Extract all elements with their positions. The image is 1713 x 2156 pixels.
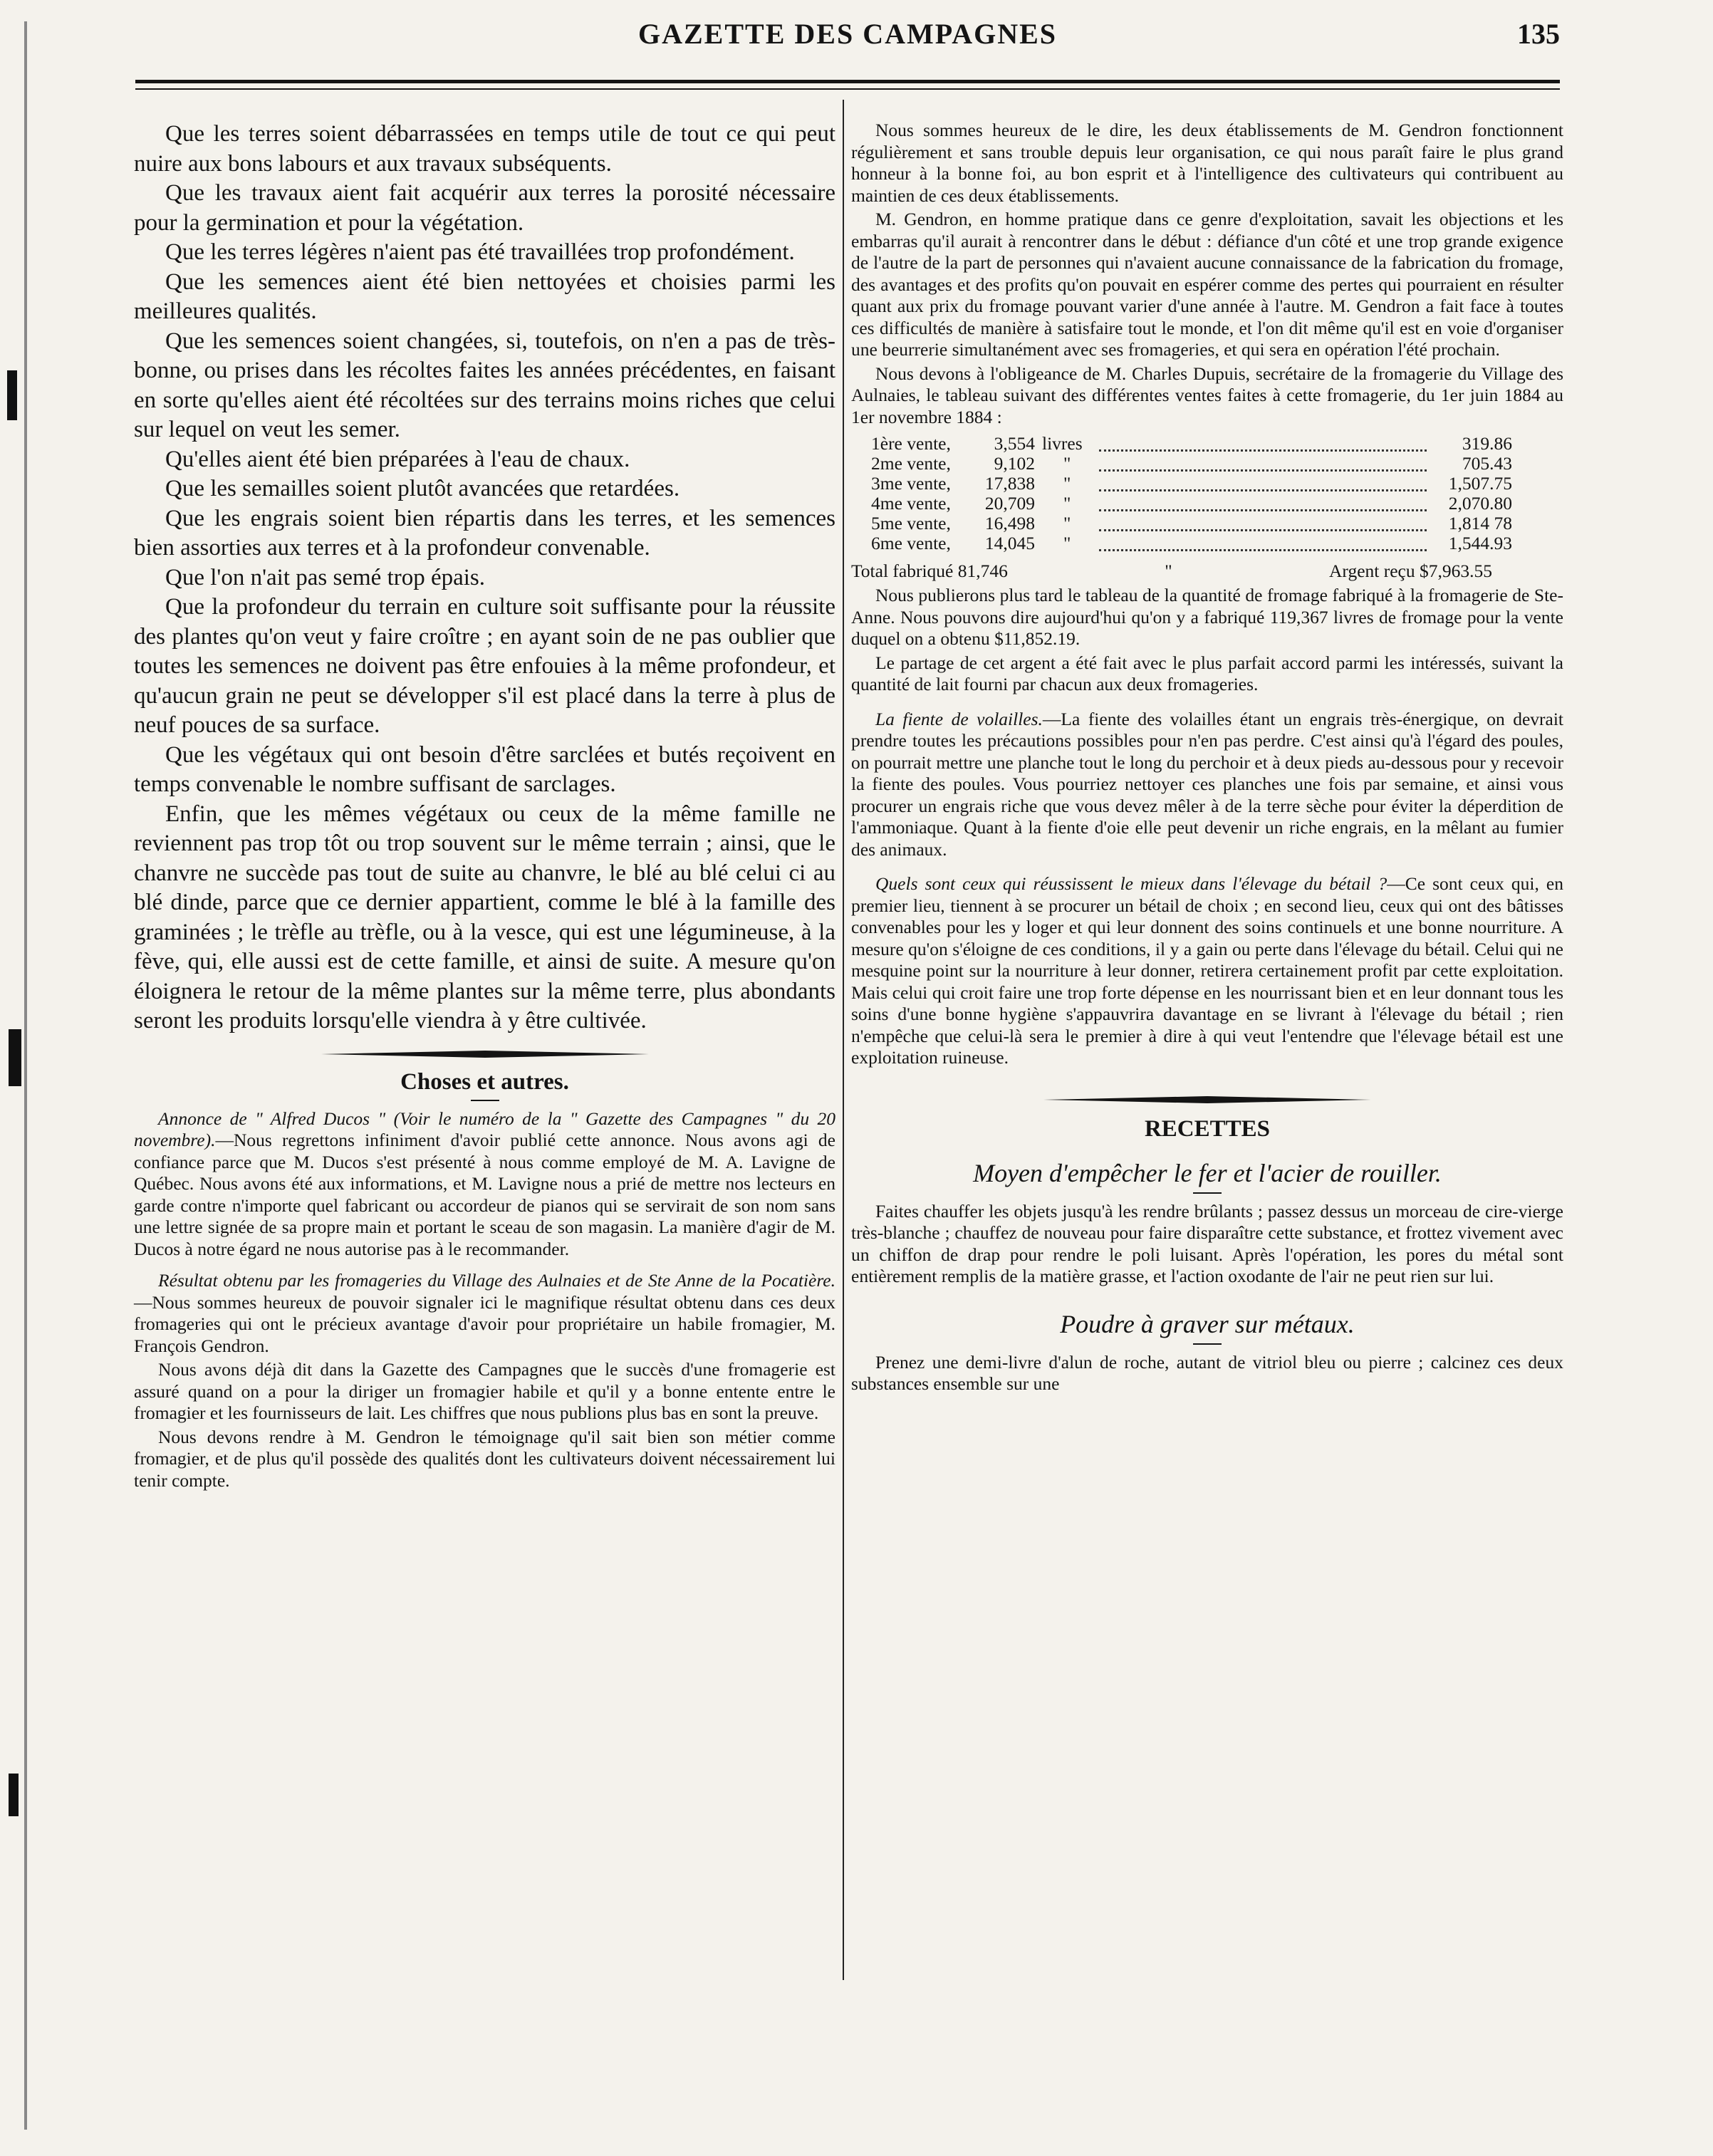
- sale-label: 4me vente,: [871, 493, 951, 514]
- annonce-paragraph: [134, 1108, 835, 1261]
- article-paragraph: Nous sommes heureux de le dire, les deux établissements de M. Gendron fonctionnent régulièrement et sans trouble depuis leur organisation, ce qui nous paraît faire le plus grand honneur à la bonne foi, au bon esprit et à l'intelligence des cultivateurs qui contribuent au maintien de ces deux établissements.: [851, 120, 1563, 206]
- fromagerie-article: [851, 120, 1563, 428]
- choses-et-autres-section: [134, 1108, 835, 1492]
- page-number: 135: [1517, 18, 1560, 50]
- dot-leader: [1099, 454, 1427, 474]
- sale-amount: 705.43: [1462, 453, 1512, 474]
- left-column: [134, 120, 835, 1494]
- annonce-body: —Nous regrettons infiniment d'avoir publié cette annonce. Nous avons agi de confiance parce que M. Ducos s'est présenté à nous comme employé de M. A. Lavigne de Québec. Nous avons été aux informations, et M. Lavigne nous a prié de mettre nos lecteurs en garde contre n'importe quel fabricant ou accordeur de pianos qui se servirait de son nom sans une lettre signée de sa propre main et portant le sceau de son magasin. La manière d'agir de M. Ducos à notre égard ne nous autorise pas à le recommander.: [134, 1130, 835, 1259]
- sales-total: [851, 561, 1492, 582]
- dot-leader: [1099, 533, 1427, 553]
- section-title-recettes: RECETTES: [1144, 1115, 1271, 1142]
- margin-line: [24, 21, 27, 2130]
- betail-paragraph: [851, 873, 1563, 1069]
- recipe-title-rouille: Moyen d'empêcher le fer et l'acier de rouiller.: [973, 1158, 1442, 1187]
- fiente-paragraph: [851, 709, 1563, 861]
- sale-label: 2me vente,: [871, 453, 951, 474]
- article-paragraph: Que les semences aient été bien nettoyées et choisies parmi les meilleures qualités.: [134, 269, 835, 324]
- article-paragraph: Nous devons à l'obligeance de M. Charles Dupuis, secrétaire de la fromagerie du Village des Aulnaies, le tableau suivant des différentes ventes faites à cette fromagerie, du 1er juin 1884 au 1er novembre 1884 :: [851, 363, 1563, 427]
- table-row: [871, 494, 1512, 514]
- resultat-lead: Résultat obtenu par les fromageries du Village des Aulnaies et de Ste Anne de la Pocatière.: [158, 1270, 835, 1291]
- margin-mark: [9, 1774, 19, 1816]
- ornamental-rule: [1043, 1093, 1371, 1106]
- annonce-lead: Annonce de " Alfred Ducos " (Voir le numéro de la " Gazette des Campagnes " du 20 novembre).: [134, 1108, 835, 1150]
- sale-unit: ": [1063, 493, 1071, 514]
- sale-label: 1ère vente,: [871, 433, 951, 454]
- table-row: [871, 533, 1512, 553]
- title-dash: [471, 1100, 499, 1101]
- recipe-body: Faites chauffer les objets jusqu'à les rendre brûlants ; passez dessus un morceau de cire-vierge très-blanche ; chauffez de nouveau pour faire disparaître cette substance, et frottez vivement avec un chiffon de drap pour rendre le poli luisant. Après l'opération, les pores du métal sont entièrement remplis de la matière grasse, et l'action oxodante de l'air ne peut rien sur lui.: [851, 1200, 1563, 1286]
- sale-unit: livres: [1042, 433, 1083, 454]
- article-paragraph: Enfin, que les mêmes végétaux ou ceux de la même famille ne reviennent pas trop tôt ou trop souvent sur le même terrain ; ainsi, que le chanvre ne succède pas tout de suite au chanvre, le blé au blé celui ci au blé dinde, parce que ce dernier appartient, comme le blé à la famille des graminées ; le trèfle au trèfle, ou à la vesce, qui est une légumineuse, à la fève, qui, elle aussi est de cette famille, et ainsi de suite. A mesure qu'on éloignera le retour de la même plantes sur la même terre, plus abondants seront les produits lorsqu'elle viendra à y être cultivée.: [134, 801, 835, 1033]
- fiente-lead: La fiente de volailles.: [875, 708, 1043, 729]
- sale-quantity: 3,554: [994, 433, 1035, 454]
- betail-body: —Ce sont ceux qui, en premier lieu, tiennent à se procurer un bétail de choix ; en second lieu, ceux qui ont des bâtisses convenables pour les y loger et qui leur donnent des soins continuels et une bonne nourriture. A mesure qu'on s'éloigne de ces conditions, il y a gain ou perte dans l'élevage du bétail. Celui qui ne mesquine point sur la nourriture à leur donner, retirera certainement profit par cette exploitation. Mais celui qui croit faire une trop forte dépense en les nourrissant bien et en leur donnant tous les soins d'une bonne hygiène s'appauvrira davantage en se livrant à l'élevage du bétail ; rien n'empêche que celui-là sera le premier à dire à qui veut l'entendre que l'élevage bétail est une exploitation ruineuse.: [851, 873, 1563, 1068]
- sale-amount: 1,814 78: [1448, 513, 1512, 533]
- newspaper-title: GAZETTE DES CAMPAGNES: [637, 18, 1057, 50]
- recipe-title-poudre: Poudre à graver sur métaux.: [1060, 1309, 1355, 1338]
- article-paragraph: Que les semailles soient plutôt avancées que retardées.: [165, 476, 680, 501]
- article-paragraph: Que les terres soient débarrassées en temps utile de tout ce qui peut nuire aux bons labours et aux travaux subséquents.: [134, 121, 835, 177]
- recipe-poudre: [851, 1352, 1563, 1395]
- total-label: Total fabriqué 81,746: [851, 561, 1008, 581]
- article-paragraph: Qu'elles aient été bien préparées à l'eau de chaux.: [165, 446, 630, 472]
- article-paragraph: M. Gendron, en homme pratique dans ce genre d'exploitation, savait les objections et les embarras qu'il aurait à rencontrer dans le début : défiance d'un côté et une trop grande exigence de l'autre de la part de personnes qui n'avaient aucune connaissance de la fabrication du fromage, des avantages et des profits qu'on pouvait en espérer comme des pertes qui pourraient en résulter quant aux prix du fromage pouvant varier d'une année à l'autre. M. Gendron a fait face à toutes ces difficultés de manière à satisfaire tout le monde, et l'on dit même qu'il est en voie d'organiser une beurrerie simultanément avec ses fromageries, et qui sera en opération l'été prochain.: [851, 209, 1563, 360]
- sale-amount: 2,070.80: [1448, 493, 1512, 514]
- fiente-body: —La fiente des volailles étant un engrais très-énergique, on devrait prendre toutes les précautions possibles pour n'en pas perdre. C'est ainsi qu'à l'égard des poules, on pourrait mettre une planche tout le long du perchoir et à deux pieds au-dessous pour y recevoir la fiente des poules. Vous pourriez nettoyer ces planches une fois par semaine, et ainsi vous procurer un engrais riche que vous devez mêler à de la terre sèche pour éviter la déperdition de l'ammoniaque. Quant à la fiente d'oie elle peut devenir un riche engrais, en la mêlant au fumier des animaux.: [851, 708, 1563, 860]
- dot-leader: [1099, 494, 1427, 514]
- dot-leader: [1099, 434, 1427, 454]
- sale-quantity: 20,709: [984, 493, 1035, 514]
- sale-amount: 1,507.75: [1448, 473, 1512, 494]
- total-received: Argent reçu $7,963.55: [1329, 561, 1492, 581]
- article-paragraph: Que la profondeur du terrain en culture soit suffisante pour la réussite des plantes qu'on veut y faire croître ; en ayant soin de ne pas oublier que toutes les semences ne doivent pas être enfouies à la même profondeur, et qu'aucun grain ne peut se développer s'il est placé dans la terre à plus de neuf pouces de sa surface.: [134, 594, 835, 738]
- sale-label: 5me vente,: [871, 513, 951, 533]
- article-paragraph: Que les végétaux qui ont besoin d'être sarclées et butés reçoivent en temps convenable le nombre suffisant de sarclages.: [134, 741, 835, 797]
- article-paragraph: Que l'on n'ait pas semé trop épais.: [165, 564, 486, 590]
- header-rule-thin: [135, 88, 1560, 90]
- resultat-paragraph: [134, 1270, 835, 1357]
- sale-quantity: 16,498: [984, 513, 1035, 533]
- article-paragraph: Nous publierons plus tard le tableau de la quantité de fromage fabriqué à la fromagerie de Ste-Anne. Nous pouvons dire aujourd'hui qu'on y a fabriqué 119,367 livres de fromage pour la vente duquel on a obtenu $11,852.19.: [851, 585, 1563, 649]
- article-paragraph: Que les terres légères n'aient pas été travaillées trop profondément.: [165, 239, 795, 265]
- recipe-rouille: [851, 1201, 1563, 1288]
- article-paragraph: Que les engrais soient bien répartis dans les terres, et les semences bien assorties aux terres et à la profondeur convenable.: [134, 505, 835, 561]
- title-dash: [1193, 1192, 1222, 1194]
- column-divider: [843, 100, 844, 1980]
- fromagerie-article-cont: [851, 585, 1563, 1069]
- sale-unit: ": [1063, 453, 1071, 474]
- sales-table: [871, 434, 1512, 553]
- right-column: [851, 120, 1563, 1397]
- article-paragraph: Le partage de cet argent a été fait avec le plus parfait accord parmi les intéressés, suivant la quantité de lait fourni par chacun aux deux fromageries.: [851, 652, 1563, 694]
- sale-unit: ": [1063, 473, 1071, 494]
- resultat-body: —Nous sommes heureux de pouvoir signaler ici le magnifique résultat obtenu dans ces deux fromageries qui ont le précieux avantage d'avoir pour propriétaire un habile fromagier, M. François Gendron.: [134, 1291, 835, 1356]
- betail-lead: Quels sont ceux qui réussissent le mieux dans l'élevage du bétail ?: [875, 873, 1387, 894]
- article-paragraph: Que les travaux aient fait acquérir aux terres la porosité nécessaire pour la germination et pour la végétation.: [134, 180, 835, 236]
- total-unit: ": [1165, 561, 1172, 581]
- sale-amount: 319.86: [1462, 433, 1512, 454]
- sale-unit: ": [1063, 513, 1071, 533]
- sale-unit: ": [1063, 533, 1071, 553]
- sale-quantity: 14,045: [984, 533, 1035, 553]
- margin-mark: [7, 370, 17, 420]
- header-rule-thick: [135, 80, 1560, 83]
- ornamental-rule: [321, 1048, 649, 1061]
- farming-rules-article: [134, 120, 835, 1036]
- page-header: [135, 13, 1560, 56]
- dot-leader: [1099, 514, 1427, 533]
- dot-leader: [1099, 474, 1427, 494]
- sale-label: 6me vente,: [871, 533, 951, 553]
- sale-label: 3me vente,: [871, 473, 951, 494]
- article-paragraph: Nous devons rendre à M. Gendron le témoignage qu'il sait bien son métier comme fromagier, et de plus qu'il possède des qualités dont les cultivateurs doivent nécessairement lui tenir compte.: [134, 1426, 835, 1491]
- table-row: [871, 434, 1512, 454]
- table-row: [871, 514, 1512, 533]
- table-row: [871, 454, 1512, 474]
- table-row: [871, 474, 1512, 494]
- margin-mark: [9, 1029, 21, 1086]
- sale-amount: 1,544.93: [1448, 533, 1512, 553]
- section-title-choses: Choses et autres.: [400, 1068, 569, 1095]
- recipe-body: Prenez une demi-livre d'alun de roche, autant de vitriol bleu ou pierre ; calcinez ces deux substances ensemble sur une: [851, 1351, 1563, 1394]
- article-paragraph: Nous avons déjà dit dans la Gazette des Campagnes que le succès d'une fromagerie est assuré quand on a pour la diriger un fromagier habile et qu'il y a bonne entente entre le fromagier et les fournisseurs de lait. Les chiffres que nous publions plus bas en sont la preuve.: [134, 1359, 835, 1423]
- article-paragraph: Que les semences soient changées, si, toutefois, on n'en a pas de très-bonne, ou prises dans les récoltes faites les années précédentes, en faisant en sorte qu'elles aient été récoltées sur des terrains moins riches que celui sur lequel on veut les semer.: [134, 328, 835, 442]
- sale-quantity: 17,838: [984, 473, 1035, 494]
- title-dash: [1193, 1343, 1222, 1345]
- sale-quantity: 9,102: [994, 453, 1035, 474]
